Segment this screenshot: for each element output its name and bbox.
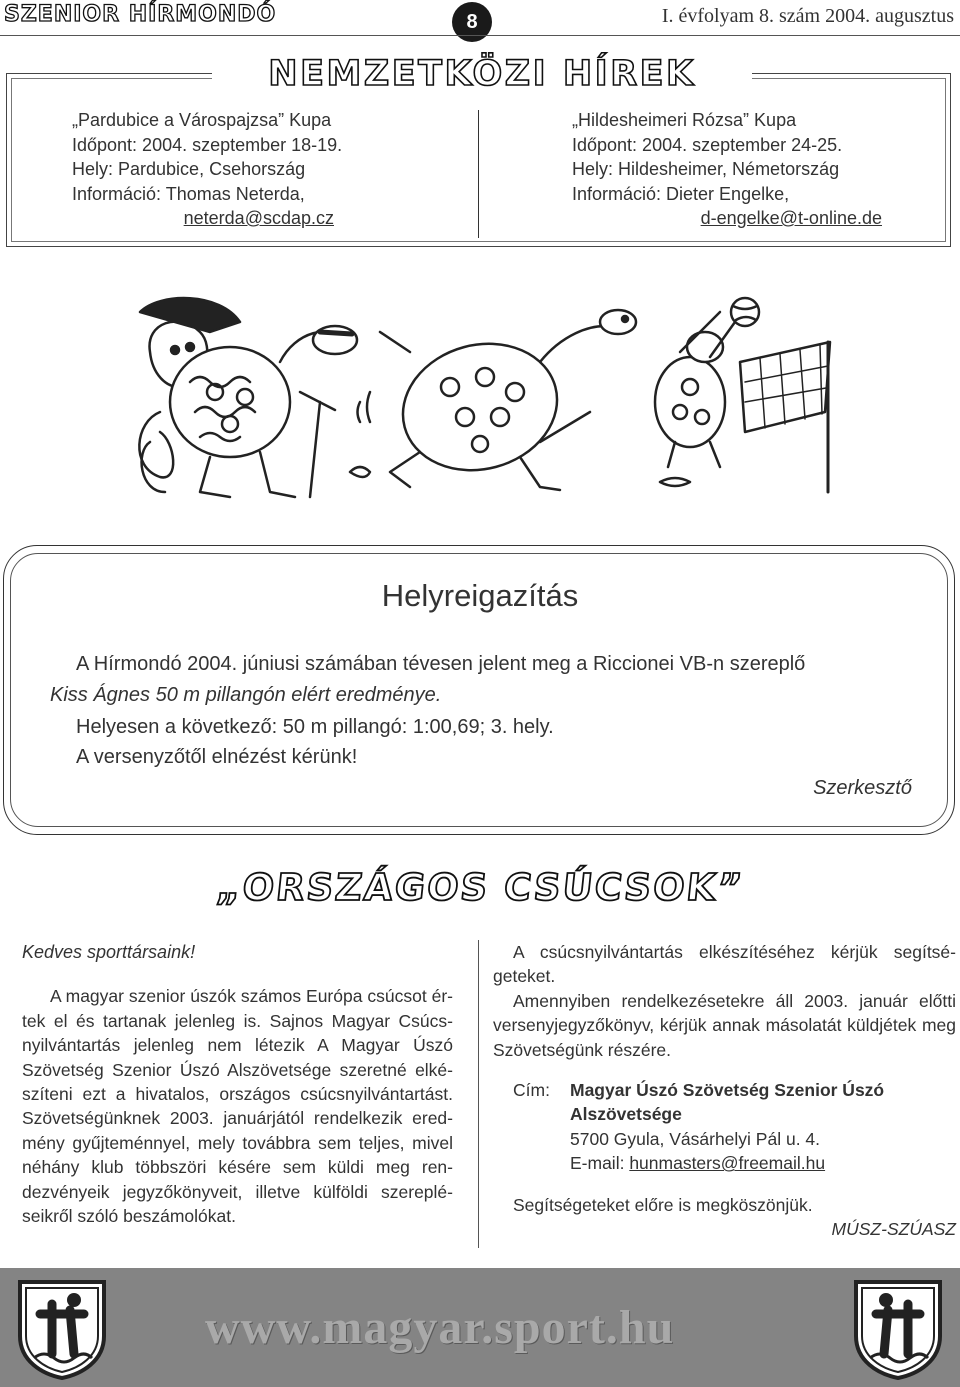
thanks-line: Segítségeteket előre is megköszönjük.: [513, 1194, 813, 1215]
event-email-link[interactable]: d-engelke@t-online.de: [700, 208, 882, 228]
article-column-divider: [478, 940, 479, 1248]
address-block: [493, 1078, 956, 1176]
records-body-text: A magyar szenior úszók számos Európa csúcsot értek el és tartanak jelenleg is. Sajnos Magyar Csúcsnyilvántartás jelenleg nem létezik A Magyar Úszó Szövetség Szenior Úszó Alszövetsége szeretné elkészíteni ezt a hivatalos, országos csúcsnyilvántartást. Szövetségünknek 2003. januárjától rendelkezik eredmény gyűjteménnyel, mely továbbra sem teljes, mivel néhány klub többszöri késére sem küldi meg rendezvényeik jegyzőkönyveit, illetve külföldi szerepléseikről szóló beszámolókat.: [22, 986, 453, 1227]
swimmer-badge-icon: [12, 1276, 112, 1380]
running-turtle-icon: [358, 310, 637, 490]
address-details: [570, 1078, 956, 1176]
publication-title: SZENIOR HÍRMONDÓ: [4, 2, 277, 27]
international-news-heading: NEMZETKÖZI HÍREK: [268, 54, 696, 94]
issue-info: I. évfolyam 8. szám 2004. augusztus: [661, 5, 954, 27]
address-street: 5700 Gyula, Vásárhelyi Pál u. 4.: [570, 1128, 821, 1149]
event-name: „Pardubice a Várospajzsa” Kupa: [72, 110, 332, 130]
event-email-link[interactable]: neterda@scdap.cz: [183, 208, 334, 228]
event-date: Időpont: 2004. szeptember 18-19.: [72, 134, 343, 155]
email-label: E-mail:: [570, 1153, 630, 1174]
page-number: 8: [452, 2, 492, 42]
records-signature: MÚSZ-SZÚASZ: [831, 1219, 956, 1240]
event-date: Időpont: 2004. szeptember 24-25.: [572, 134, 843, 155]
event-info: Információ: Dieter Engelke,: [572, 183, 790, 204]
request-paragraph: A csúcsnyilvántartás elkészítéséhez kérjük segítségeteket.: [493, 942, 956, 987]
sport-turtles-illustration: [120, 292, 840, 512]
address-email-row: [570, 1151, 956, 1175]
event-place: Hely: Hildesheimer, Németország: [572, 159, 840, 179]
address-label: Cím:: [513, 1080, 550, 1101]
contact-email-link[interactable]: hunmasters@freemail.hu: [629, 1153, 826, 1174]
event-info: Információ: Thomas Neterda,: [72, 183, 305, 204]
event-pardubice: [72, 108, 342, 231]
address-organization: Magyar Úszó Szövetség Szenior Úszó Alszövetsége: [570, 1080, 885, 1125]
correction-text: A versenyzőtől elnézést kérünk!: [76, 746, 358, 768]
correction-text: Kiss Ágnes 50 m pillangón elért eredménye.: [50, 684, 442, 706]
request-paragraph: Amennyiben rendelkezésetekre áll 2003. január előtti versenyjegyzőkönyv, kérjük annak másolatát küldjétek meg Szövetségünk részére.: [493, 990, 956, 1060]
greeting: Kedves sporttársaink!: [22, 942, 196, 962]
climbing-turtle-icon: [139, 298, 370, 497]
header-rule: [0, 35, 960, 36]
national-records-heading: „ORSZÁGOS CSÚCSOK”: [214, 866, 746, 909]
correction-text: A Hírmondó 2004. júniusi számában tévesen jelent meg a Riccionei VB-n szereplő: [76, 653, 806, 675]
correction-text: Helyesen a következő: 50 m pillangó: 1:00,69; 3. hely.: [76, 716, 554, 738]
records-left-column: [22, 940, 453, 1228]
event-place: Hely: Pardubice, Csehország: [72, 159, 306, 179]
correction-title: Helyreigazítás: [381, 578, 579, 613]
news-column-divider: [478, 110, 479, 238]
correction-signature: Szerkesztő: [813, 777, 912, 799]
swimmer-badge-icon: [848, 1276, 948, 1380]
volleyball-turtle-icon: [655, 298, 830, 492]
records-right-column: [493, 940, 956, 1241]
event-name: „Hildesheimeri Rózsa” Kupa: [572, 110, 797, 130]
footer-website-link[interactable]: www.magyar.sport.hu: [205, 1301, 675, 1354]
event-hildesheim: [572, 108, 882, 231]
